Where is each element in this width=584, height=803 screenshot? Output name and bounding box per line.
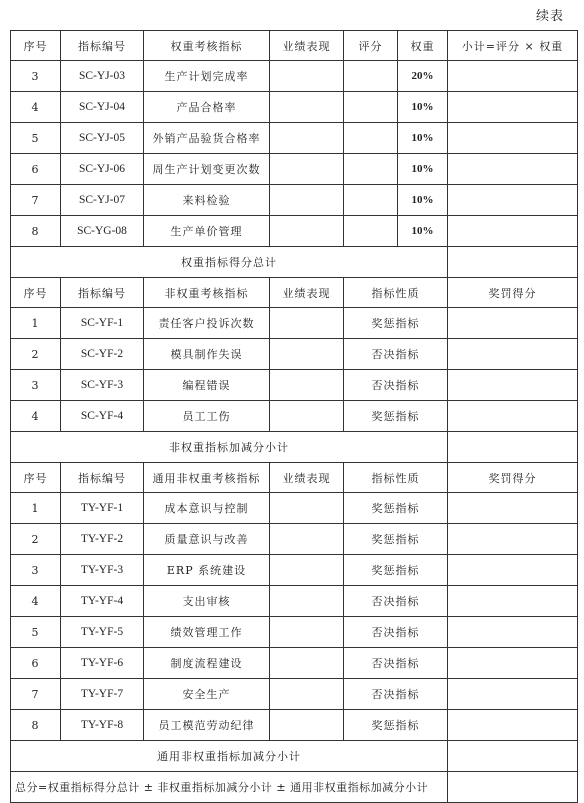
reward-penalty-cell	[448, 617, 578, 648]
table-row	[11, 370, 578, 401]
section3-header-row	[11, 463, 578, 493]
table-row	[11, 61, 578, 92]
row-number: 1	[11, 493, 61, 524]
row-number: 2	[11, 339, 61, 370]
indicator-code: SC-YJ-05	[61, 123, 144, 154]
performance-cell	[270, 524, 344, 555]
performance-cell	[270, 710, 344, 741]
table-row	[11, 679, 578, 710]
section1-summary-row	[11, 247, 578, 278]
indicator-nature: 奖惩指标	[344, 401, 448, 432]
performance-cell	[270, 648, 344, 679]
reward-penalty-cell	[448, 339, 578, 370]
indicator-nature: 否决指标	[344, 339, 448, 370]
reward-penalty-cell	[448, 493, 578, 524]
continued-label: 续表	[535, 9, 564, 24]
column-header: 业绩表现	[270, 463, 344, 493]
indicator-nature: 否决指标	[344, 617, 448, 648]
table-row	[11, 308, 578, 339]
performance-cell	[270, 586, 344, 617]
row-number: 4	[11, 92, 61, 123]
subtotal-cell	[448, 123, 578, 154]
score-cell	[344, 185, 398, 216]
performance-cell	[270, 617, 344, 648]
indicator-code: TY-YF-7	[61, 679, 144, 710]
performance-cell	[270, 339, 344, 370]
score-cell	[344, 154, 398, 185]
table-row	[11, 555, 578, 586]
indicator-nature: 否决指标	[344, 370, 448, 401]
score-cell	[344, 61, 398, 92]
row-number: 3	[11, 370, 61, 401]
column-header: 奖罚得分	[448, 278, 578, 308]
section2-summary-row	[11, 432, 578, 463]
indicator-name: 外销产品验货合格率	[144, 123, 270, 154]
indicator-name: 来料检验	[144, 185, 270, 216]
performance-cell	[270, 154, 344, 185]
indicator-code: SC-YJ-04	[61, 92, 144, 123]
indicator-nature: 奖惩指标	[344, 308, 448, 339]
subtotal-cell	[448, 61, 578, 92]
indicator-name: 周生产计划变更次数	[144, 154, 270, 185]
table-row	[11, 339, 578, 370]
performance-cell	[270, 61, 344, 92]
reward-penalty-cell	[448, 308, 578, 339]
score-cell	[344, 92, 398, 123]
indicator-name: 支出审核	[144, 586, 270, 617]
indicator-name: 生产计划完成率	[144, 61, 270, 92]
section1-header-row	[11, 31, 578, 61]
reward-penalty-cell	[448, 679, 578, 710]
summary-label: 非权重指标加减分小计	[11, 432, 448, 463]
reward-penalty-cell	[448, 524, 578, 555]
column-header: 权重考核指标	[144, 31, 270, 61]
indicator-code: SC-YJ-06	[61, 154, 144, 185]
column-header: 指标编号	[61, 31, 144, 61]
performance-cell	[270, 401, 344, 432]
column-header: 业绩表现	[270, 278, 344, 308]
indicator-name: 产品合格率	[144, 92, 270, 123]
summary-value	[448, 741, 578, 772]
weight-cell: 10%	[398, 92, 448, 123]
row-number: 1	[11, 308, 61, 339]
indicator-name: 编程错误	[144, 370, 270, 401]
performance-cell	[270, 308, 344, 339]
table-row	[11, 493, 578, 524]
row-number: 2	[11, 524, 61, 555]
summary-value	[448, 247, 578, 278]
row-number: 7	[11, 185, 61, 216]
subtotal-cell	[448, 185, 578, 216]
row-number: 8	[11, 216, 61, 247]
weight-cell: 10%	[398, 154, 448, 185]
row-number: 5	[11, 123, 61, 154]
summary-value	[448, 432, 578, 463]
table-row	[11, 586, 578, 617]
column-header: 奖罚得分	[448, 463, 578, 493]
row-number: 4	[11, 586, 61, 617]
indicator-code: TY-YF-3	[61, 555, 144, 586]
indicator-nature: 否决指标	[344, 586, 448, 617]
indicator-nature: 奖惩指标	[344, 524, 448, 555]
table-row	[11, 401, 578, 432]
indicator-code: SC-YJ-07	[61, 185, 144, 216]
indicator-name: 员工模范劳动纪律	[144, 710, 270, 741]
indicator-name: 生产单价管理	[144, 216, 270, 247]
indicator-name: 责任客户投诉次数	[144, 308, 270, 339]
column-header: 序号	[11, 31, 61, 61]
indicator-nature: 否决指标	[344, 679, 448, 710]
performance-cell	[270, 123, 344, 154]
performance-cell	[270, 216, 344, 247]
indicator-code: SC-YJ-03	[61, 61, 144, 92]
performance-cell	[270, 92, 344, 123]
indicator-code: TY-YF-8	[61, 710, 144, 741]
indicator-name: 安全生产	[144, 679, 270, 710]
row-number: 6	[11, 648, 61, 679]
row-number: 5	[11, 617, 61, 648]
reward-penalty-cell	[448, 648, 578, 679]
row-number: 8	[11, 710, 61, 741]
subtotal-cell	[448, 216, 578, 247]
row-number: 3	[11, 61, 61, 92]
indicator-nature: 否决指标	[344, 648, 448, 679]
column-header: 非权重考核指标	[144, 278, 270, 308]
indicator-code: TY-YF-5	[61, 617, 144, 648]
column-header: 指标编号	[61, 463, 144, 493]
column-header: 评分	[344, 31, 398, 61]
indicator-code: TY-YF-4	[61, 586, 144, 617]
reward-penalty-cell	[448, 710, 578, 741]
score-cell	[344, 216, 398, 247]
row-number: 3	[11, 555, 61, 586]
total-row	[11, 772, 578, 803]
table-row	[11, 92, 578, 123]
indicator-name: 模具制作失误	[144, 339, 270, 370]
performance-cell	[270, 555, 344, 586]
table-row	[11, 185, 578, 216]
column-header: 指标性质	[344, 463, 448, 493]
reward-penalty-cell	[448, 586, 578, 617]
subtotal-cell	[448, 92, 578, 123]
indicator-code: TY-YF-6	[61, 648, 144, 679]
indicator-code: SC-YF-3	[61, 370, 144, 401]
row-number: 7	[11, 679, 61, 710]
subtotal-cell	[448, 154, 578, 185]
indicator-name: 制度流程建设	[144, 648, 270, 679]
indicator-code: TY-YF-2	[61, 524, 144, 555]
indicator-name: 成本意识与控制	[144, 493, 270, 524]
performance-cell	[270, 679, 344, 710]
table-row	[11, 617, 578, 648]
row-number: 6	[11, 154, 61, 185]
summary-label: 权重指标得分总计	[11, 247, 448, 278]
table-row	[11, 216, 578, 247]
table-row	[11, 524, 578, 555]
indicator-name: 绩效管理工作	[144, 617, 270, 648]
reward-penalty-cell	[448, 401, 578, 432]
reward-penalty-cell	[448, 370, 578, 401]
weight-cell: 10%	[398, 216, 448, 247]
table-row	[11, 123, 578, 154]
column-header: 小计=评分 × 权重	[448, 31, 578, 61]
total-value	[448, 772, 578, 803]
column-header: 通用非权重考核指标	[144, 463, 270, 493]
indicator-name: 员工工伤	[144, 401, 270, 432]
score-cell	[344, 123, 398, 154]
indicator-nature: 奖惩指标	[344, 493, 448, 524]
total-formula: 总分=权重指标得分总计 ± 非权重指标加减分小计 ± 通用非权重指标加减分小计	[11, 772, 448, 803]
indicator-name: ERP 系统建设	[144, 555, 270, 586]
indicator-code: SC-YF-4	[61, 401, 144, 432]
indicator-code: SC-YF-2	[61, 339, 144, 370]
indicator-nature: 奖惩指标	[344, 555, 448, 586]
table-row	[11, 648, 578, 679]
indicator-nature: 奖惩指标	[344, 710, 448, 741]
indicator-name: 质量意识与改善	[144, 524, 270, 555]
indicator-code: TY-YF-1	[61, 493, 144, 524]
column-header: 业绩表现	[270, 31, 344, 61]
performance-cell	[270, 370, 344, 401]
column-header: 权重	[398, 31, 448, 61]
performance-cell	[270, 185, 344, 216]
indicator-code: SC-YF-1	[61, 308, 144, 339]
column-header: 序号	[11, 278, 61, 308]
section2-header-row	[11, 278, 578, 308]
table-row	[11, 710, 578, 741]
column-header: 指标性质	[344, 278, 448, 308]
indicator-code: SC-YG-08	[61, 216, 144, 247]
column-header: 指标编号	[61, 278, 144, 308]
performance-cell	[270, 493, 344, 524]
reward-penalty-cell	[448, 555, 578, 586]
weight-cell: 10%	[398, 185, 448, 216]
column-header: 序号	[11, 463, 61, 493]
assessment-table	[10, 30, 578, 803]
summary-label: 通用非权重指标加减分小计	[11, 741, 448, 772]
table-row	[11, 154, 578, 185]
row-number: 4	[11, 401, 61, 432]
weight-cell: 10%	[398, 123, 448, 154]
section3-summary-row	[11, 741, 578, 772]
weight-cell: 20%	[398, 61, 448, 92]
